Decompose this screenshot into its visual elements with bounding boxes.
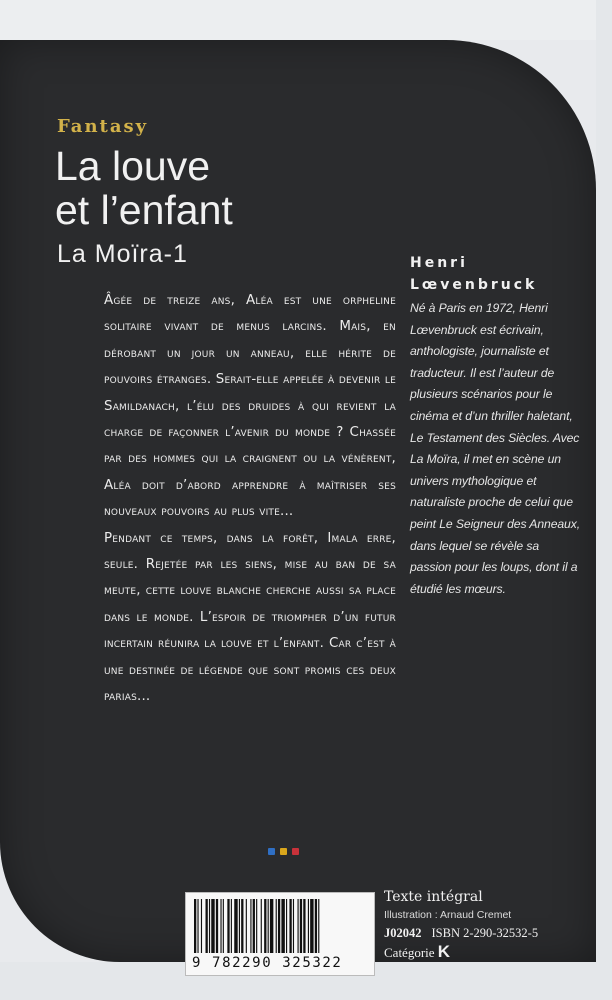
author-name	[410, 252, 580, 296]
color-dots	[268, 848, 299, 856]
integral-text: Texte intégral	[384, 889, 483, 905]
category-label: Catégorie	[384, 945, 435, 960]
barcode-bar	[281, 899, 284, 953]
barcode-bar	[246, 899, 247, 953]
barcode-bar	[223, 899, 224, 953]
barcode-bar	[270, 899, 273, 953]
barcode-bar	[315, 899, 317, 953]
barcode-bar	[231, 899, 232, 953]
barcode-bar	[197, 899, 198, 953]
publication-info	[384, 888, 554, 963]
barcode-bar	[241, 899, 243, 953]
barcode-bar	[286, 899, 287, 953]
barcode-bar	[206, 899, 208, 953]
blurb-paragraph-1: Âgée de treize ans, Aléa est une orpheline solitaire vivant de menus larcins. Mais, en dérobant un jour un anneau, elle hérite de pouvoirs étranges. Serait-elle appelée à devenir le Samildanach, l’élu des druides à qui revient la charge de façonner l’avenir du monde ? Chassée par des hommes qui la craignent ou la vénèrent, Aléa doit d’abord apprendre à maîtriser ses nouveaux pouvoirs au plus vite...	[104, 293, 396, 520]
barcode-bar	[268, 899, 269, 953]
barcode-bar	[264, 899, 266, 953]
isbn: ISBN 2-290-32532-5	[431, 926, 539, 940]
genre-label: Fantasy	[57, 116, 149, 137]
barcode-bar	[253, 899, 255, 953]
series-label: La Moïra-1	[57, 240, 188, 268]
barcode-bar	[278, 899, 280, 953]
barcode-bar	[300, 899, 302, 953]
barcode-bar	[318, 899, 319, 953]
barcode-bar	[201, 899, 202, 953]
right-margin	[596, 0, 612, 1000]
blurb	[104, 288, 396, 711]
title-line-1: La louve	[55, 143, 211, 189]
barcode-bar	[194, 899, 196, 953]
barcode-bar	[293, 899, 294, 953]
barcode-bar	[261, 899, 262, 953]
illustration-credit: Illustration : Arnaud Cremet	[384, 909, 512, 921]
barcode-bar	[298, 899, 299, 953]
author-bio: Né à Paris en 1972, Henri Lœvenbruck est écrivain, anthologiste, journaliste et traducteur. Il est l’auteur de plusieurs scénarios pour le cinéma et d’un thriller haletant, Le Testament des Siècles. Avec La Moïra, il met en scène un univers mythologique et naturaliste proche de celui que peint Le Seigneur des Anneaux, dans lequel se révèle sa passion pour les loups, dont il a étudié les mœurs.	[410, 301, 581, 596]
title-line-2: et l’enfant	[55, 187, 233, 233]
codes	[384, 924, 554, 942]
barcode-bar	[209, 899, 210, 953]
barcode-bar	[239, 899, 240, 953]
barcode	[185, 892, 375, 976]
red-dot	[292, 848, 299, 855]
barcode-bars	[194, 899, 366, 953]
barcode-bar	[211, 899, 214, 953]
blurb-paragraph-2: Pendant ce temps, dans la forêt, Imala erre, seule. Rejetée par les siens, mise au ban de sa meute, cette louve blanche cherche aussi sa place dans le monde. L’espoir de triompher d’un futur incertain réunira la louve et l’enfant. Car c’est à une destinée de légende que sont promis ces deux parias...	[104, 530, 396, 705]
barcode-bar	[216, 899, 218, 953]
top-margin	[0, 0, 612, 40]
book-title	[55, 144, 395, 232]
barcode-bar	[256, 899, 257, 953]
category-value: K	[437, 942, 451, 961]
blue-dot	[268, 848, 275, 855]
yellow-dot	[280, 848, 287, 855]
author-first-name: Henri	[410, 255, 468, 271]
author-last-name: Lœvenbruck	[410, 277, 538, 293]
barcode-bar	[227, 899, 229, 953]
barcode-bar	[289, 899, 291, 953]
barcode-bar	[310, 899, 313, 953]
barcode-bar	[234, 899, 237, 953]
barcode-bar	[250, 899, 251, 953]
barcode-bar	[303, 899, 305, 953]
category	[384, 942, 554, 963]
barcode-bar	[276, 899, 277, 953]
barcode-bar	[308, 899, 309, 953]
product-code: J02042	[384, 926, 422, 940]
barcode-digits: 9 782290 325322	[192, 955, 343, 971]
barcode-bar	[220, 899, 221, 953]
